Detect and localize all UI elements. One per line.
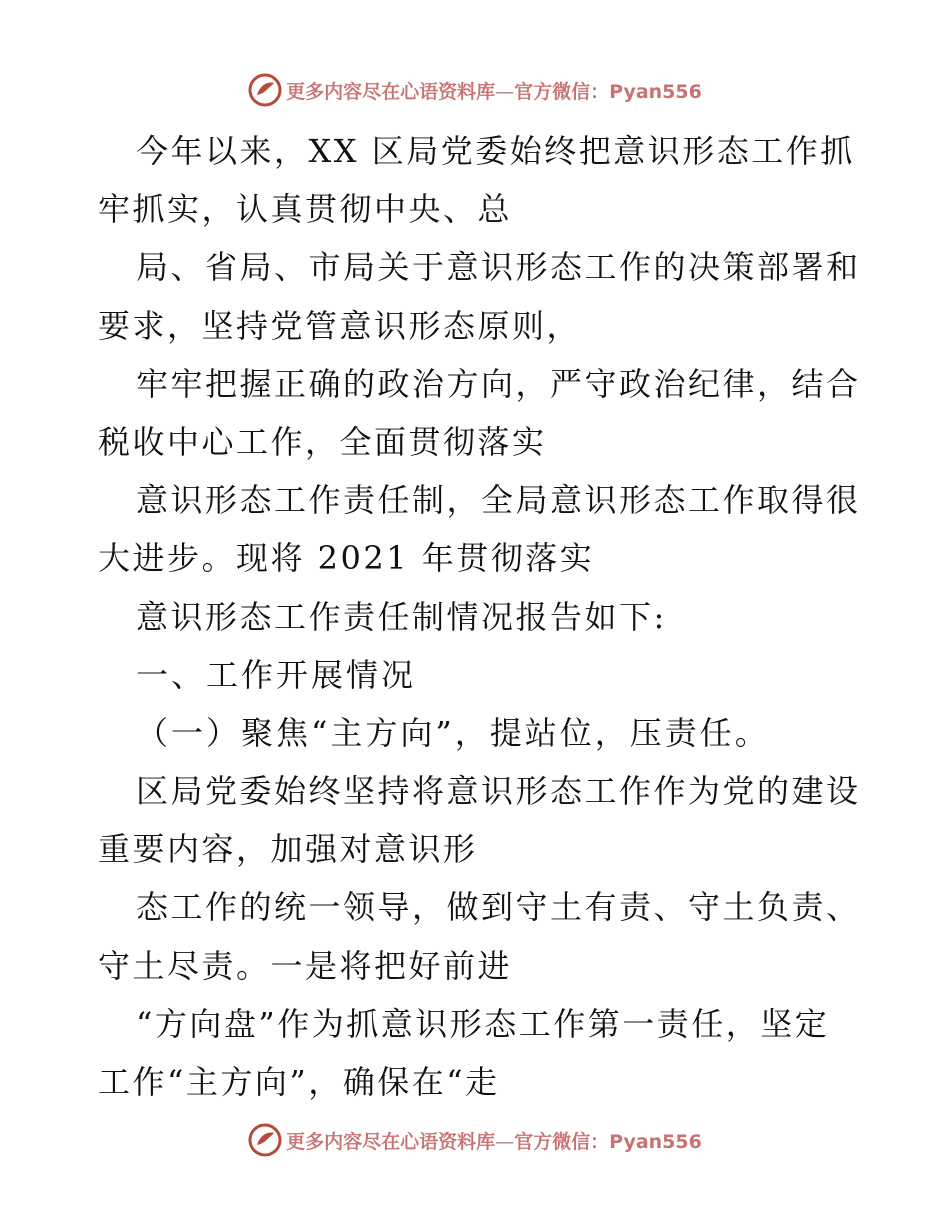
subsection-heading: （一）聚焦“主方向”，提站位，压责任。 xyxy=(136,713,770,752)
footer-banner xyxy=(0,1120,950,1160)
section-heading: 一、工作开展情况 xyxy=(136,655,417,694)
paragraph-line: 今年以来，XX 区局党委始终把意识形态工作抓 xyxy=(136,132,855,170)
paragraph-line: 区局党委始终坚持将意识形态工作作为党的建设 xyxy=(136,772,861,811)
paragraph-line: 牢牢把握正确的政治方向，严守政治纪律，结合 xyxy=(136,364,861,403)
banner-text xyxy=(286,77,702,104)
header-banner xyxy=(0,70,950,110)
paragraph-line: 重要内容，加强对意识形 xyxy=(98,830,478,869)
paragraph-line: 大进步。现将 2021 年贯彻落实 xyxy=(98,539,595,578)
banner-contact: 官方微信：Pyan556 xyxy=(514,1130,702,1153)
paragraph-line: 牢抓实，认真贯彻中央、总 xyxy=(98,190,513,229)
paragraph-line: 局、省局、市局关于意识形态工作的决策部署和 xyxy=(136,248,861,287)
paragraph-line: 税收中心工作，全面贯彻落实 xyxy=(98,422,547,461)
paragraph-line: 态工作的统一领导，做到守土有责、守土负责、 xyxy=(136,888,861,927)
paragraph-line: 要求，坚持党管意识形态原则， xyxy=(98,306,582,345)
banner-text xyxy=(286,1127,702,1154)
paragraph-line: “方向盘”作为抓意识形态工作第一责任，坚定 xyxy=(136,1004,830,1043)
paragraph-line: 意识形态工作责任制，全局意识形态工作取得很 xyxy=(136,481,861,520)
banner-slogan: 更多内容尽在心语资料库 xyxy=(286,80,496,103)
paragraph-line: 工作“主方向”，确保在“走 xyxy=(98,1063,500,1101)
document-body xyxy=(98,122,861,1111)
banner-slogan: 更多内容尽在心语资料库 xyxy=(286,1130,496,1153)
lotus-logo-icon xyxy=(248,73,282,107)
banner-separator: — xyxy=(495,1130,515,1153)
lotus-logo-icon xyxy=(248,1123,282,1157)
paragraph-line: 意识形态工作责任制情况报告如下: xyxy=(136,597,667,636)
banner-separator: — xyxy=(495,80,515,103)
paragraph-line: 守土尽责。一是将把好前进 xyxy=(98,946,513,985)
banner-contact: 官方微信：Pyan556 xyxy=(514,80,702,103)
